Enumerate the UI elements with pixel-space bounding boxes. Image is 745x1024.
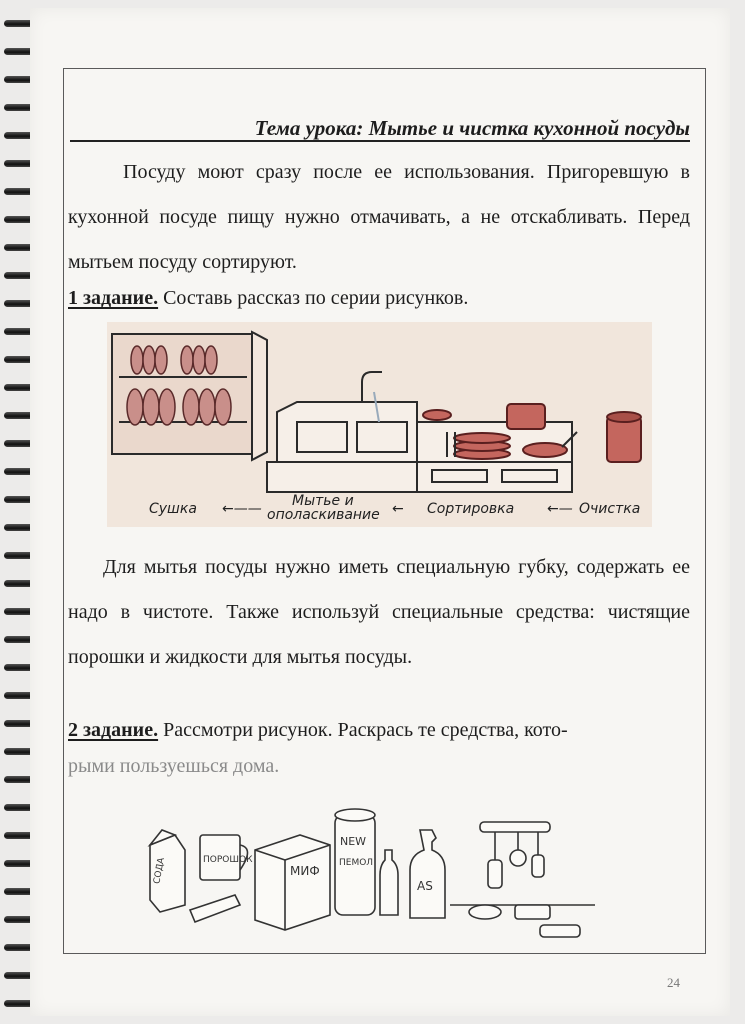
spray-bottle-icon: [410, 830, 445, 918]
task-2-text: Рассмотри рисунок. Раскрась те средства, кото-: [163, 719, 568, 741]
mif-box-icon: [255, 835, 330, 930]
caption-sorting: Сортировка: [427, 501, 515, 517]
cleaning-products-illustration: [140, 800, 620, 950]
caption-washing-line2: ополаскивание: [267, 507, 380, 523]
lesson-title: Тема урока: Мытье и чистка кухонной посуды: [254, 116, 690, 140]
label-as: AS: [417, 879, 433, 893]
title-underline: [70, 140, 690, 142]
arrow-left-icon: ←: [392, 501, 404, 517]
small-packet-icon: [190, 895, 240, 922]
arrow-left-icon: ←—: [547, 501, 573, 517]
task-1-label: 1 задание.: [68, 287, 159, 309]
caption-washing-line1: Мытье и: [292, 493, 354, 509]
intro-paragraph: Посуду моют сразу после ее использования. Пригоревшую в кухонной посуде пищу нужно отмачивать, а не отскабливать. Перед мытьем посуду сортируют.: [68, 161, 690, 273]
brush-rack-icon: [480, 822, 550, 888]
task-2: [68, 717, 568, 743]
sink-icon: [267, 372, 417, 492]
sorting-counter-icon: [417, 404, 577, 492]
task-1-text: Составь рассказ по серии рисунков.: [163, 287, 469, 309]
sponges-icon: [450, 905, 595, 937]
label-mif: МИФ: [290, 864, 320, 878]
caption-cleaning: Очистка: [579, 501, 641, 517]
label-powder: ПОРОШОК: [203, 855, 253, 865]
label-soda: СОДА: [152, 856, 167, 885]
page-number: 24: [667, 975, 680, 990]
dishwashing-drawing: [107, 322, 652, 527]
label-new: NEW: [340, 835, 367, 848]
cleaning-products-drawing: [140, 800, 620, 950]
arrow-left-icon: ←——: [222, 501, 262, 517]
dirty-pot-icon: [607, 412, 641, 462]
task-2-continuation: рыми пользуешься дома.: [68, 755, 280, 777]
bottle-icon: [380, 850, 398, 915]
drying-rack-icon: [112, 332, 267, 460]
label-pemolux: ПЕМОЛ: [339, 858, 374, 868]
caption-drying: Сушка: [149, 501, 197, 517]
task-1: [68, 285, 468, 311]
sponge-paragraph: Для мытья посуды нужно иметь специальную губку, содержать ее надо в чистоте. Также используй специальные средства: чистящие порошки и жидкости для мытья посуды.: [68, 556, 690, 668]
dishwashing-sequence-illustration: [107, 322, 652, 527]
task-2-label: 2 задание.: [68, 719, 159, 741]
